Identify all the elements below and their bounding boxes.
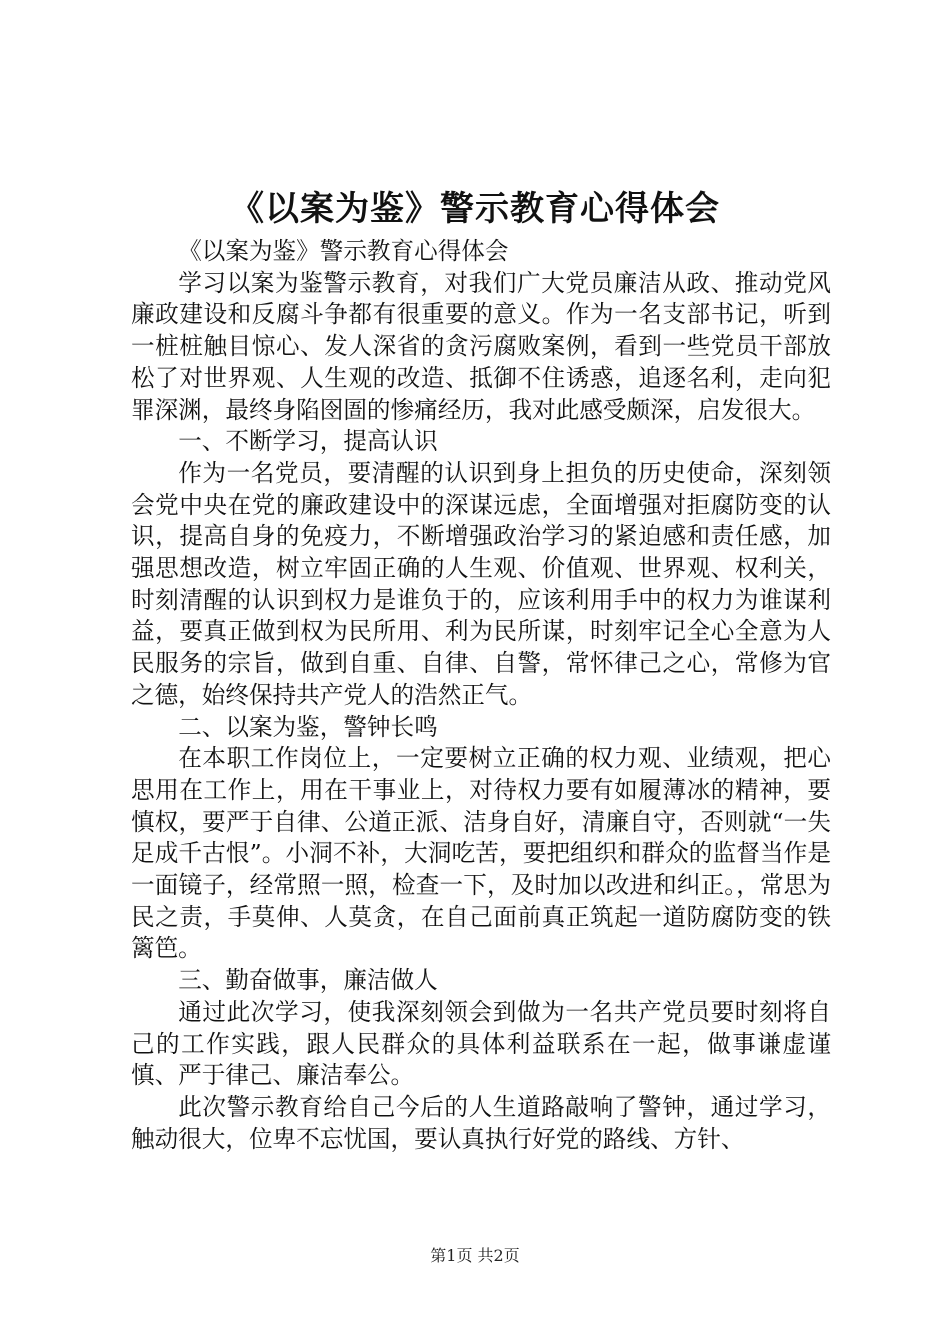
body-paragraph: 在本职工作岗位上，一定要树立正确的权力观、业绩观，把心思用在工作上，用在干事业上，对待权力要有如履薄冰的精神，要慎权，要严于自律、公道正派、洁身自好，清廉自守，否则就“一失足成千古恨”。小洞不补，大洞吃苦，要把组织和群众的监督当作是一面镜子，经常照一照，检查一下，及时加以改进和纠正。，常思为民之责，手莫伸、人莫贪，在自己面前真正筑起一道防腐防变的铁篱笆。 bbox=[131, 744, 831, 963]
section-heading: 一、不断学习，提高认识 bbox=[178, 427, 438, 456]
document-body bbox=[131, 236, 831, 1155]
body-paragraph: 学习以案为鉴警示教育，对我们广大党员廉洁从政、推动党风廉政建设和反腐斗争都有很重要的意义。作为一名支部书记，听到一桩桩触目惊心、发人深省的贪污腐败案例，看到一些党员干部放松了对世界观、人生观的改造、抵御不住诱惑，追逐名利，走向犯罪深渊，最终身陷囹圄的惨痛经历，我对此感受颇深，启发很大。 bbox=[131, 268, 831, 424]
body-paragraph: 通过此次学习，使我深刻领会到做为一名共产党员要时刻将自己的工作实践，跟人民群众的具体利益联系在一起，做事谦虚谨慎、严于律己、廉洁奉公。 bbox=[131, 997, 831, 1090]
page-number-label: 第1页 共2页 bbox=[430, 1246, 520, 1265]
document-title: 《以案为鉴》警示教育心得体会 bbox=[230, 189, 720, 229]
body-paragraph: 作为一名党员，要清醒的认识到身上担负的历史使命，深刻领会党中央在党的廉政建设中的深谋远虑，全面增强对拒腐防变的认识，提高自身的免疫力，不断增强政治学习的紧迫感和责任感，加强思想改造，树立牢固正确的人生观、价值观、世界观、权利关，时刻清醒的认识到权力是谁负于的，应该利用手中的权力为谁谋利益，要真正做到权为民所用、利为民所谋，时刻牢记全心全意为人民服务的宗旨，做到自重、自律、自警，常怀律己之心，常修为官之德，始终保持共产党人的浩然正气。 bbox=[131, 458, 831, 709]
section-heading: 二、以案为鉴，警钟长鸣 bbox=[178, 712, 438, 741]
page-footer bbox=[0, 1244, 950, 1268]
section-heading: 三、勤奋做事，廉洁做人 bbox=[178, 966, 438, 995]
body-paragraph: 此次警示教育给自己今后的人生道路敲响了警钟，通过学习，触动很大，位卑不忘忧国，要认真执行好党的路线、方针、 bbox=[131, 1092, 831, 1153]
subtitle-paragraph: 《以案为鉴》警示教育心得体会 bbox=[178, 237, 509, 265]
